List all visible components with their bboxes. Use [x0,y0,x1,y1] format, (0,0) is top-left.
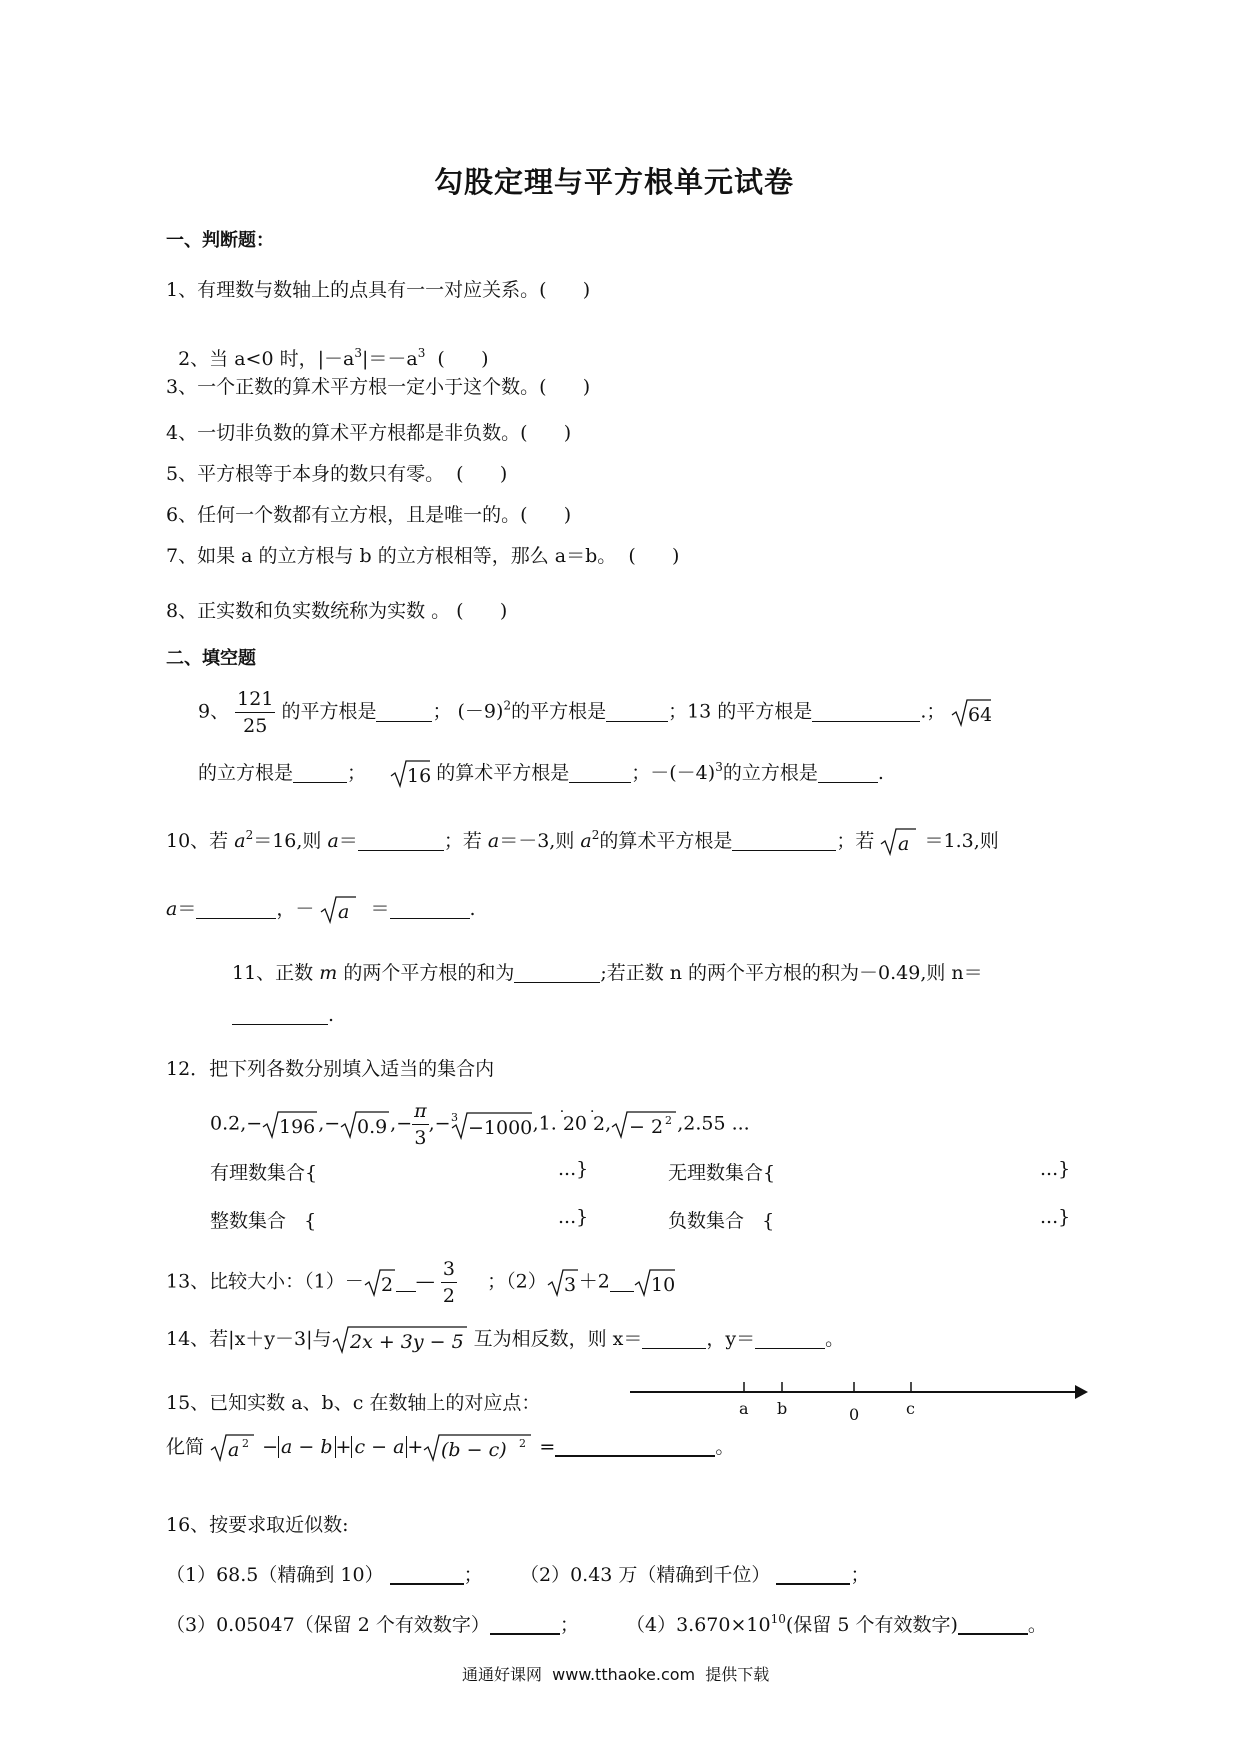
answer-blank[interactable] [514,964,600,983]
svg-text:a: a [228,1439,240,1461]
sqrt-2x-3y-5 [332,1325,468,1355]
svg-text:a: a [898,833,910,855]
number-line [628,1370,1088,1430]
set-rational: 有理数集合{ [210,1162,318,1184]
svg-text:3: 3 [450,1110,458,1124]
set-integer: 整数集合 { [210,1210,317,1232]
question-16-part-3: （3）0.05047（保留 2 个有效数字） ； [166,1614,579,1636]
svg-text:196: 196 [279,1115,316,1138]
fraction-pi-3: $\frac{\pi}{3}$ [414,1100,427,1149]
question-16: 16、按要求取近似数: [166,1514,349,1536]
sqrt-3 [547,1268,579,1298]
answer-blank[interactable] [232,1006,328,1025]
answer-blank[interactable] [732,832,836,851]
answer-blank[interactable] [396,1273,416,1292]
question-1: 1、有理数与数轴上的点具有一一对应关系。( ) [166,279,591,301]
set-integer-end: ...} [558,1206,589,1228]
set-irrational-end: ...} [1040,1158,1071,1180]
question-3: 3、一个正数的算术平方根一定小于这个数。( ) [166,376,591,398]
question-11: 11、正数 m 的两个平方根的和为 ;若正数 n 的两个平方根的积为－0.49,则 n＝ [232,962,983,984]
svg-text:10: 10 [650,1273,675,1296]
question-9: 9、 $\frac{121}{25}$ 的平方根是 ； $(-9)^2$的平方根是 ；13 的平方根是 .； 64 [198,688,992,737]
question-10-cont: a＝ ，－ a ＝ . [166,894,476,925]
sqrt-2 [364,1268,396,1298]
question-12: 12．把下列各数分别填入适当的集合内 [166,1058,495,1080]
sqrt-196 [262,1110,318,1140]
svg-text:−1000: −1000 [467,1116,532,1139]
question-10: 10、若 $a^2=16$,则 a＝ ；若 a＝－3,则 $a^2$的算术平方根是 ；若 a ＝1.3,则 [166,828,999,855]
point-c-label: c [906,1399,915,1418]
question-16-part-4: $(4)3.670\times 10^{10}$(保留 5 个有效数字) 。 [626,1612,1047,1636]
svg-text:2: 2 [665,1113,673,1127]
question-16-part-2: （2）0.43 万（精确到千位） ； [520,1564,870,1586]
answer-blank[interactable] [293,764,347,783]
fraction-121-25: $\frac{121}{25}$ [237,688,274,737]
answer-blank[interactable] [755,1330,825,1349]
answer-blank[interactable] [490,1615,560,1635]
answer-blank[interactable] [390,900,470,919]
section-fill-blank: 二、填空题 [166,648,256,669]
answer-blank[interactable] [606,703,668,722]
sqrt-64 [951,698,991,728]
svg-text:16: 16 [407,765,431,787]
question-16-part-1: （1）68.5（精确到 10） ； [166,1564,483,1586]
point-b-label: b [777,1399,788,1418]
question-6: 6、任何一个数都有立方根，且是唯一的。( ) [166,504,572,526]
sqrt-16 [390,759,430,789]
question-15: 15、已知实数 a、b、c 在数轴上的对应点： [166,1392,541,1414]
point-0-label: 0 [849,1405,860,1424]
svg-text:64: 64 [968,703,992,726]
svg-text:0.9: 0.9 [357,1115,388,1138]
question-11-cont: . [232,1004,334,1026]
abs-c-minus-a: c − a [351,1436,407,1458]
answer-blank[interactable] [196,900,276,919]
answer-blank[interactable] [642,1330,706,1349]
answer-blank[interactable] [610,1273,634,1292]
answer-blank[interactable] [812,703,920,722]
question-8: 8、正实数和负实数统称为实数 。 ( ) [166,600,508,622]
sqrt-a [880,827,918,857]
question-9-cont: 的立方根是 ； 16 的算术平方根是 ；$-(-4)^3$的立方根是 . [198,760,884,787]
sqrt-b-minus-c-squared [423,1433,533,1463]
set-negative-end: ...} [1040,1206,1071,1228]
svg-text:(b − c): (b − c) [441,1439,507,1461]
svg-text:a: a [338,901,350,923]
answer-blank[interactable] [376,703,432,722]
sqrt-minus-2-squared [611,1110,677,1140]
fraction-3-2: $\frac{3}{2}$ [442,1258,455,1307]
question-7: 7、如果 a 的立方根与 b 的立方根相等，那么 a＝b。 ( ) [166,545,680,567]
answer-blank[interactable] [358,832,444,851]
svg-text:2: 2 [380,1273,393,1296]
number-list: 0.2,− 196 ,− 0.9 ,− $\frac{\pi}{3}$ ,− 3 −1000 ,1. 2 · 0 2 · , − 2 2 ,2.55 ... [210,1100,750,1149]
sqrt-10 [634,1268,676,1298]
sqrt-a-squared [210,1433,256,1463]
answer-blank[interactable] [569,764,631,783]
answer-blank[interactable] [776,1565,850,1585]
question-15-expression: 化简 a 2 − a − b + c − a + (b − c) 2 = 。 [166,1432,734,1463]
section-true-false: 一、判断题： [166,230,274,251]
question-13: 13、比较大小：（1）－ 2 — $\frac{3}{2}$ ；（2） 3 ＋2 10 [166,1258,675,1307]
sqrt-0-9 [340,1110,390,1140]
set-rational-end: ...} [558,1158,589,1180]
answer-blank[interactable] [958,1615,1028,1635]
answer-blank[interactable] [818,764,878,783]
svg-text:3: 3 [563,1273,576,1296]
question-14: 14、若|x＋y－3|与 2x + 3y − 5 互为相反数，则 x＝ ，y＝ 。 [166,1324,844,1355]
answer-blank[interactable] [390,1565,464,1585]
svg-text:− 2: − 2 [629,1115,664,1138]
set-irrational: 无理数集合{ [668,1162,776,1184]
svg-text:2: 2 [242,1437,250,1450]
svg-text:2: 2 [519,1437,527,1450]
point-a-label: a [739,1399,749,1418]
question-4: 4、一切非负数的算术平方根都是非负数。( ) [166,422,572,444]
question-2: 2、当 a<0 时，$|-a^3|=-a^3$ ( ) [178,346,489,370]
cbrt-minus-1000 [451,1109,533,1141]
answer-blank[interactable] [555,1437,715,1457]
question-5: 5、平方根等于本身的数只有零。 ( ) [166,463,508,485]
set-negative: 负数集合 { [668,1210,775,1232]
sqrt-a [320,895,358,925]
svg-text:2x + 3y − 5: 2x + 3y − 5 [349,1331,464,1353]
footer: 通通好课网 www.tthaoke.com 提供下载 [462,1665,770,1684]
abs-a-minus-b: a − b [278,1436,336,1458]
page-title: 勾股定理与平方根单元试卷 [434,165,795,199]
